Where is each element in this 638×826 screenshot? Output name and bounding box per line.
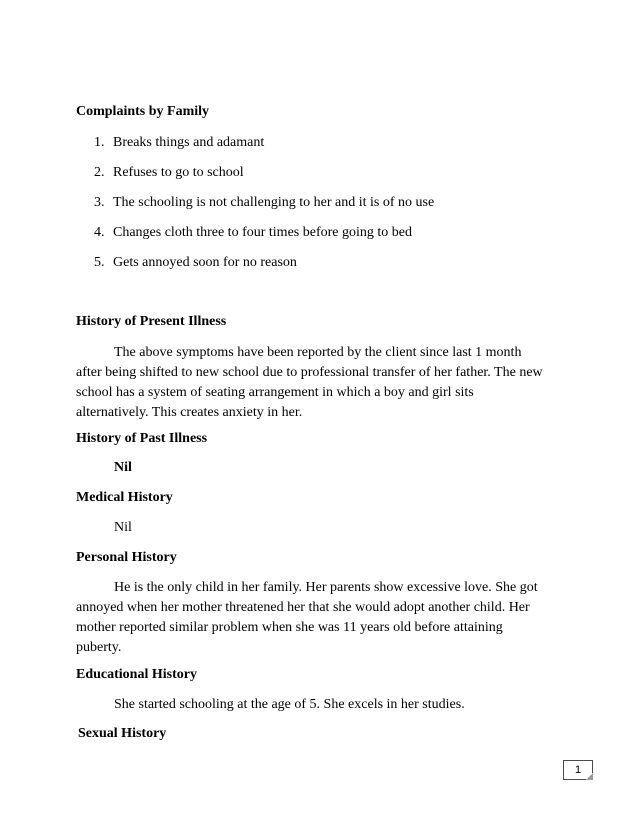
- present-illness-paragraph: [76, 343, 566, 423]
- list-number: 1.: [94, 135, 105, 150]
- list-number: 5.: [94, 255, 105, 270]
- paragraph-line: school has a system of seating arrangement in which a boy and girl sits: [76, 385, 474, 400]
- list-number: 3.: [94, 195, 105, 210]
- medical-history-value: Nil: [114, 520, 132, 535]
- list-item: [94, 195, 434, 211]
- heading-medical-history: Medical History: [76, 490, 173, 505]
- paragraph-line: mother reported similar problem when she was 11 years old before attaining: [76, 620, 503, 635]
- paragraph-line: annoyed when her mother threatened her that she would adopt another child. Her: [76, 600, 530, 615]
- paragraph-line: alternatively. This creates anxiety in her.: [76, 405, 303, 420]
- list-item: [94, 225, 412, 241]
- list-item-text: Breaks things and adamant: [113, 135, 265, 150]
- list-item: [94, 135, 264, 151]
- page-number-box: [563, 760, 593, 780]
- list-item-text: Gets annoyed soon for no reason: [113, 255, 297, 270]
- heading-history-of-past-illness: History of Past Illness: [76, 431, 208, 446]
- heading-sexual-history: Sexual History: [78, 726, 167, 741]
- list-item: [94, 165, 244, 181]
- list-item-text: The schooling is not challenging to her and it is of no use: [113, 195, 435, 210]
- heading-complaints-by-family: Complaints by Family: [76, 104, 210, 119]
- heading-history-of-present-illness: History of Present Illness: [76, 314, 227, 329]
- paragraph-line: after being shifted to new school due to professional transfer of her father. The new: [76, 365, 543, 380]
- list-item: [94, 255, 297, 271]
- list-item-text: Refuses to go to school: [113, 165, 244, 180]
- heading-educational-history: Educational History: [76, 667, 197, 682]
- heading-personal-history: Personal History: [76, 550, 177, 565]
- paragraph-line: puberty.: [76, 640, 122, 655]
- page-number: 1: [574, 764, 582, 776]
- list-number: 4.: [94, 225, 105, 240]
- educational-history-value: She started schooling at the age of 5. She excels in her studies.: [114, 697, 465, 712]
- page-fold-icon: [586, 773, 593, 780]
- paragraph-line: The above symptoms have been reported by the client since last 1 month: [114, 345, 522, 360]
- paragraph-line: He is the only child in her family. Her parents show excessive love. She got: [114, 580, 538, 595]
- past-illness-value: Nil: [114, 460, 132, 475]
- list-item-text: Changes cloth three to four times before going to bed: [113, 225, 412, 240]
- list-number: 2.: [94, 165, 105, 180]
- personal-history-paragraph: [76, 578, 566, 658]
